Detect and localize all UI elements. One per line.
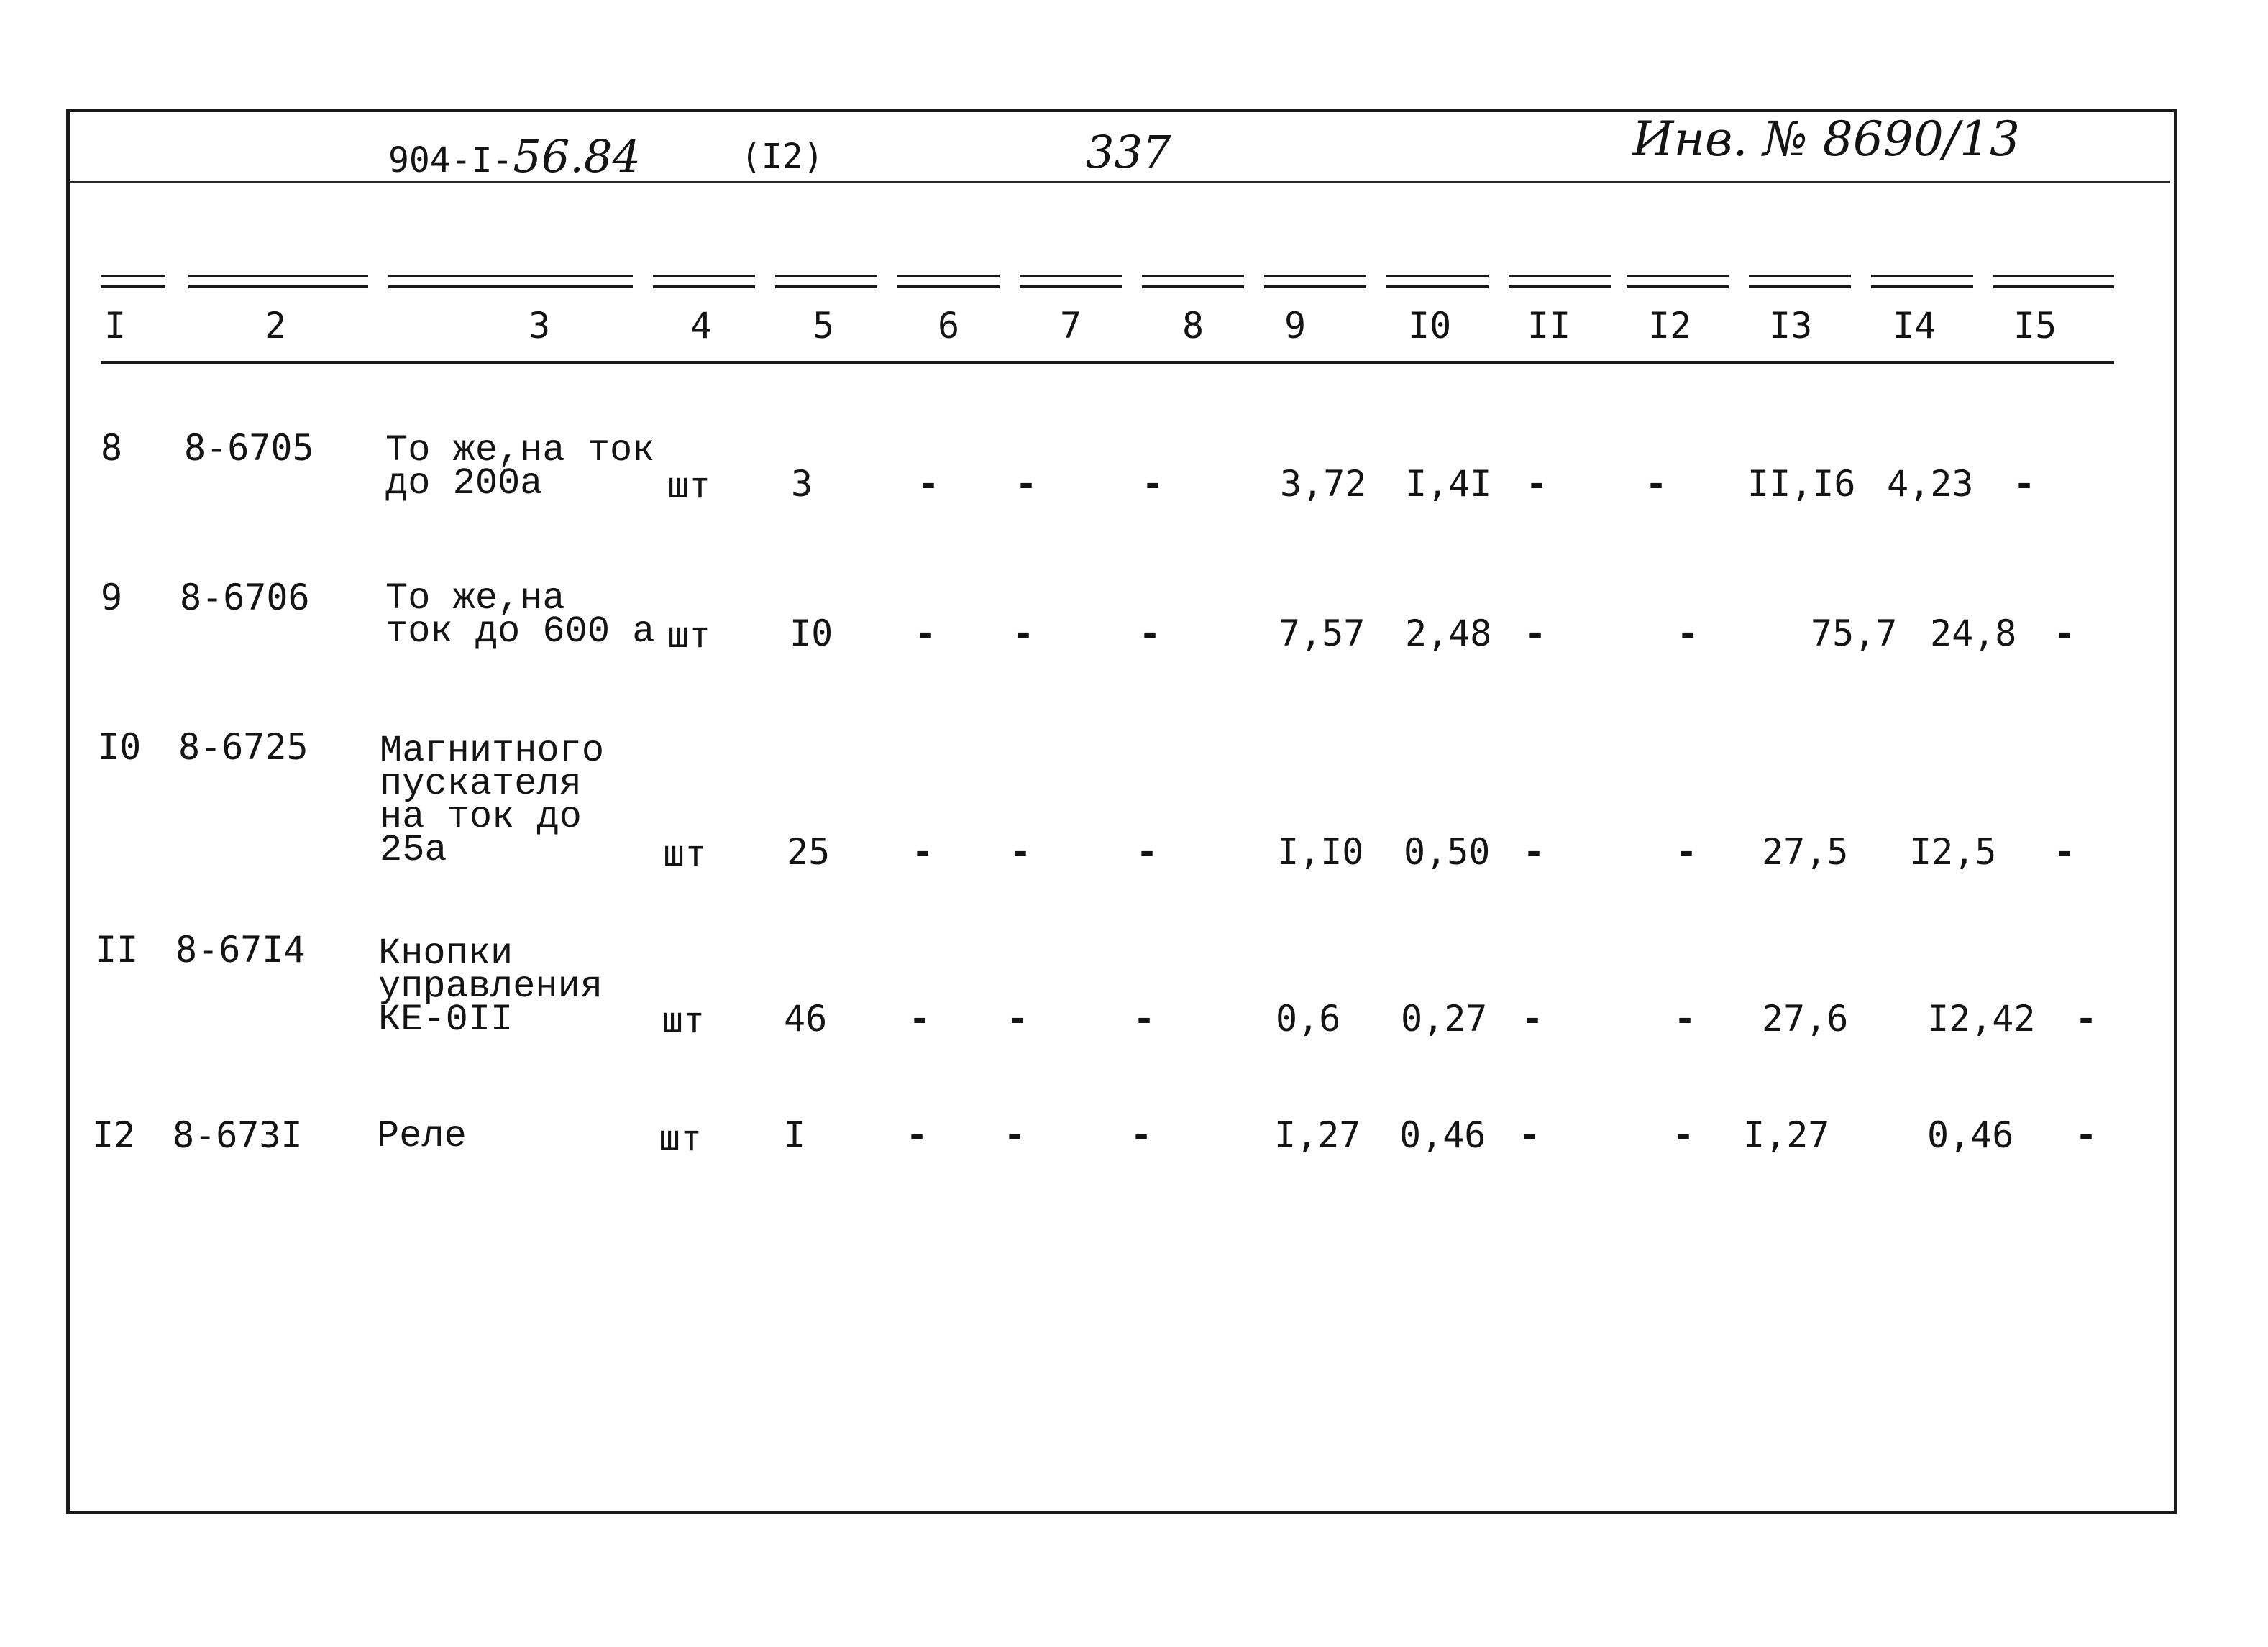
col10-value: 2,48 (1405, 613, 1492, 654)
col11-value: - (1523, 831, 1545, 873)
col12-value: - (1675, 831, 1698, 873)
col7-value: - (1012, 613, 1035, 654)
column-header-13: I3 (1769, 305, 1813, 347)
title-divider (69, 181, 2170, 183)
column-header-2: 2 (265, 305, 287, 347)
item-code: 8-6706 (180, 577, 310, 618)
column-header-11: II (1527, 305, 1571, 347)
quantity: I (784, 1114, 806, 1156)
col11-value: - (1526, 463, 1548, 505)
document-code-handwritten: 56.84 (513, 130, 641, 183)
col15-value: - (2054, 831, 2076, 873)
item-code: 8-6725 (178, 726, 308, 768)
col14-value: I2,42 (1927, 998, 2036, 1040)
unit: шт (667, 464, 711, 506)
item-description: Кнопки управления КЕ-0II (378, 932, 603, 1041)
col12-value: - (1673, 1114, 1695, 1156)
header-rule (897, 275, 1000, 288)
col10-value: 0,46 (1399, 1114, 1486, 1156)
header-rule (1509, 275, 1611, 288)
col8-value: - (1133, 998, 1156, 1040)
col12-value: - (1677, 613, 1699, 654)
column-header-12: I2 (1648, 305, 1692, 347)
col6-value: - (909, 998, 931, 1040)
column-header-14: I4 (1893, 305, 1937, 347)
col10-value: 0,50 (1404, 831, 1491, 873)
col6-value: - (918, 463, 940, 505)
col6-value: - (915, 613, 937, 654)
unit: шт (659, 1117, 703, 1159)
col14-value: 24,8 (1930, 613, 2017, 654)
row-number: 9 (101, 577, 123, 618)
quantity: 3 (791, 463, 813, 505)
col13-value: 27,6 (1762, 998, 1849, 1040)
col10-value: 0,27 (1401, 998, 1488, 1040)
column-header-3: 3 (529, 305, 551, 347)
header-rule (1993, 275, 2114, 288)
column-header-9: 9 (1284, 305, 1307, 347)
header-rule (101, 275, 165, 288)
row-number: I2 (92, 1114, 136, 1156)
column-header-5: 5 (813, 305, 835, 347)
header-underline (101, 361, 2114, 364)
item-code: 8-67I4 (175, 929, 306, 971)
col9-value: 0,6 (1276, 998, 1341, 1040)
item-description: То же,на ток до 200а (385, 429, 655, 505)
header-rule (653, 275, 755, 288)
quantity: 25 (787, 831, 831, 873)
item-code: 8-673I (173, 1114, 303, 1156)
column-header-10: I0 (1408, 305, 1452, 347)
item-description: Магнитного пускателя на ток до 25а (380, 730, 605, 871)
col15-value: - (2075, 1114, 2098, 1156)
col11-value: - (1519, 1114, 1541, 1156)
document-code-prefix: 904-I- (388, 140, 513, 180)
col12-value: - (1674, 998, 1696, 1040)
column-header-4: 4 (690, 305, 713, 347)
col13-value: I,27 (1743, 1114, 1830, 1156)
item-code: 8-6705 (184, 427, 314, 469)
col15-value: - (2013, 463, 2036, 505)
page-number: 337 (1086, 126, 1171, 178)
col13-value: II,I6 (1747, 463, 1856, 505)
unit: шт (663, 832, 707, 874)
col8-value: - (1142, 463, 1164, 505)
col12-value: - (1645, 463, 1668, 505)
header-rule (1386, 275, 1489, 288)
col8-value: - (1139, 613, 1161, 654)
header-rule (775, 275, 877, 288)
col9-value: 3,72 (1280, 463, 1367, 505)
col11-value: - (1524, 613, 1547, 654)
column-header-8: 8 (1182, 305, 1204, 347)
row-number: 8 (101, 427, 123, 469)
row-number: II (95, 929, 139, 971)
col14-value: 4,23 (1887, 463, 1974, 505)
header-rule (1142, 275, 1244, 288)
header-rule (1749, 275, 1851, 288)
unit: шт (667, 614, 711, 656)
col7-value: - (1015, 463, 1038, 505)
col15-value: - (2054, 613, 2076, 654)
col13-value: 27,5 (1762, 831, 1849, 873)
col8-value: - (1130, 1114, 1153, 1156)
column-header-7: 7 (1060, 305, 1082, 347)
col7-value: - (1007, 998, 1029, 1040)
col7-value: - (1004, 1114, 1026, 1156)
header-rule (188, 275, 368, 288)
column-header-1: I (104, 305, 127, 347)
quantity: I0 (790, 613, 833, 654)
item-description: Реле (377, 1115, 467, 1157)
header-rule (1264, 275, 1366, 288)
row-number: I0 (98, 726, 142, 768)
column-header-15: I5 (2013, 305, 2057, 347)
unit: шт (662, 999, 705, 1041)
header-rule (1020, 275, 1122, 288)
header-rule (388, 275, 633, 288)
col9-value: I,I0 (1277, 831, 1364, 873)
col6-value: - (906, 1114, 928, 1156)
quantity: 46 (784, 998, 828, 1040)
col7-value: - (1010, 831, 1032, 873)
col9-value: I,27 (1274, 1114, 1361, 1156)
col14-value: I2,5 (1910, 831, 1997, 873)
header-rule (1627, 275, 1729, 288)
header-rule (1871, 275, 1973, 288)
col13-value: 75,7 (1811, 613, 1898, 654)
col6-value: - (912, 831, 934, 873)
sheet-reference: (I2) (741, 137, 824, 177)
col11-value: - (1522, 998, 1544, 1040)
col15-value: - (2075, 998, 2098, 1040)
col8-value: - (1136, 831, 1158, 873)
col14-value: 0,46 (1927, 1114, 2014, 1156)
col9-value: 7,57 (1279, 613, 1366, 654)
column-header-6: 6 (938, 305, 960, 347)
col10-value: I,4I (1405, 463, 1492, 505)
inventory-number: Инв. № 8690/13 (1632, 111, 2021, 167)
item-description: То же,на ток до 600 а (385, 577, 655, 653)
document-code (388, 130, 641, 183)
